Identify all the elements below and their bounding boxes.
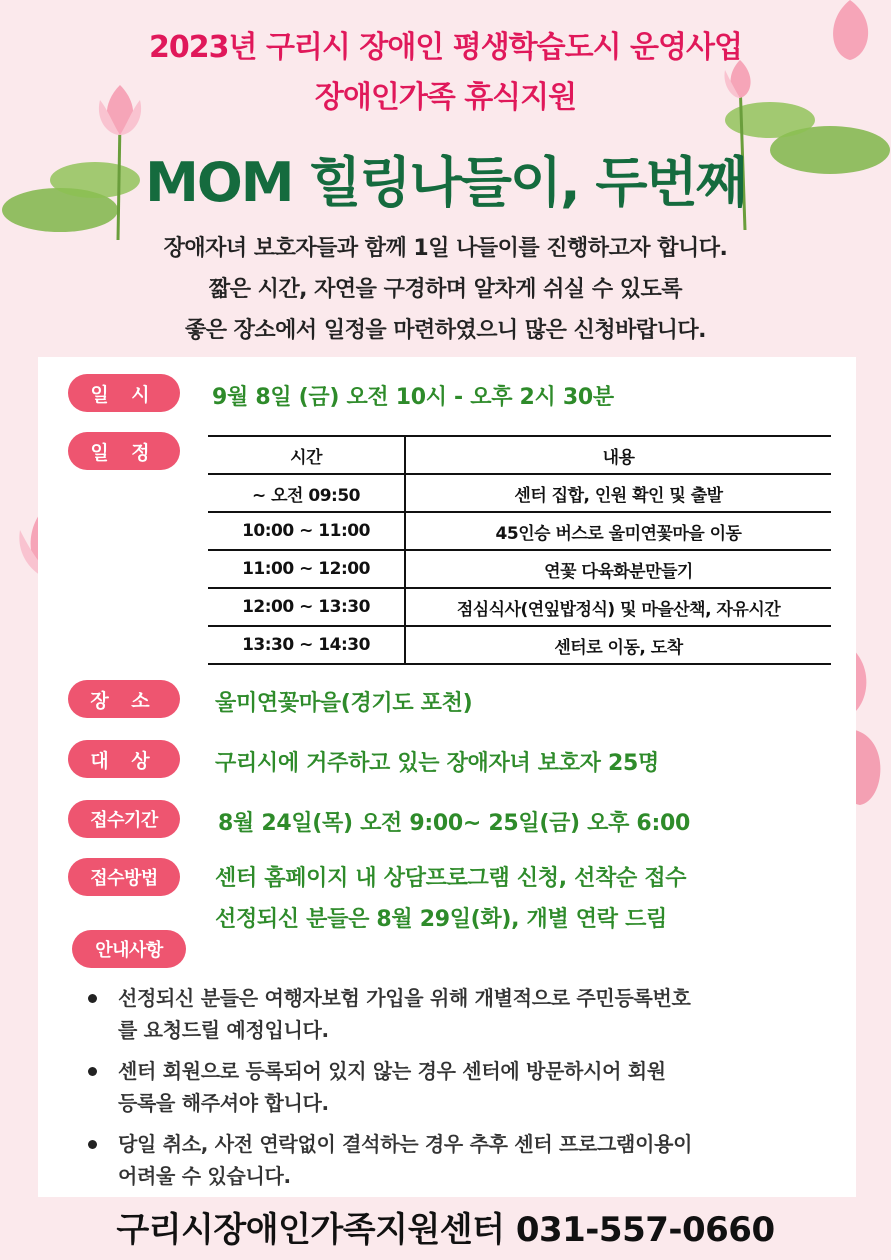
header-time: 시간 [208, 436, 405, 474]
footer-contact: 구리시장애인가족지원센터 031-557-0660 [116, 1210, 775, 1250]
table-row [208, 550, 831, 588]
method-value-line2: 선정되신 분들은 8월 29일(화), 개별 연락 드림 [215, 907, 667, 932]
table-row [208, 512, 831, 550]
date-label: 일 시 [68, 374, 180, 412]
target-value: 구리시에 거주하고 있는 장애자녀 보호자 25명 [215, 751, 659, 776]
method-value-line1: 센터 홈페이지 내 상담프로그램 신청, 선착순 접수 [215, 866, 687, 891]
schedule-table [208, 435, 831, 665]
place-label: 장 소 [68, 680, 180, 718]
table-row [208, 474, 831, 512]
date-value: 9월 8일 (금) 오전 10시 - 오후 2시 30분 [212, 385, 614, 410]
header-title-line1: 2023년 구리시 장애인 평생학습도시 운영사업 [149, 30, 742, 65]
list-item [88, 1128, 848, 1192]
table-row [208, 588, 831, 626]
place-value: 울미연꽃마을(경기도 포천) [215, 691, 473, 716]
intro-line: 짧은 시간, 자연을 구경하며 알차게 쉬실 수 있도록 [208, 277, 682, 302]
notice-label: 안내사항 [72, 930, 186, 968]
period-value: 8월 24일(목) 오전 9:00~ 25일(금) 오후 6:00 [218, 811, 690, 836]
header-content: 내용 [405, 436, 831, 474]
method-label: 접수방법 [68, 858, 180, 896]
bullet-icon [88, 1140, 97, 1149]
bullet-icon [88, 994, 97, 1003]
notice-line: 를 요청드릴 예정입니다. [118, 1018, 329, 1042]
intro-text [0, 228, 891, 351]
row-content: 점심식사(연잎밥정식) 및 마을산책, 자유시간 [405, 588, 831, 626]
target-label: 대 상 [68, 740, 180, 778]
notice-line: 등록을 해주셔야 합니다. [118, 1091, 329, 1115]
notice-list [88, 982, 848, 1201]
table-row [208, 626, 831, 664]
row-time: 12:00 ~ 13:30 [208, 588, 405, 626]
row-content: 센터로 이동, 도착 [405, 626, 831, 664]
row-content: 45인승 버스로 울미연꽃마을 이동 [405, 512, 831, 550]
list-item [88, 1055, 848, 1119]
row-time: ~ 오전 09:50 [208, 474, 405, 512]
row-content: 센터 집합, 인원 확인 및 출발 [405, 474, 831, 512]
bullet-icon [88, 1067, 97, 1076]
row-time: 13:30 ~ 14:30 [208, 626, 405, 664]
row-time: 10:00 ~ 11:00 [208, 512, 405, 550]
intro-line: 좋은 장소에서 일정을 마련하였으니 많은 신청바랍니다. [185, 318, 706, 343]
schedule-label: 일 정 [68, 432, 180, 470]
period-label: 접수기간 [68, 800, 180, 838]
table-header-row [208, 436, 831, 474]
notice-line: 선정되신 분들은 여행자보험 가입을 위해 개별적으로 주민등록번호 [118, 986, 691, 1010]
main-title: MOM 힐링나들이, 두번째 [145, 151, 746, 214]
intro-line: 장애자녀 보호자들과 함께 1일 나들이를 진행하고자 합니다. [163, 236, 728, 261]
header-title-line2: 장애인가족 휴식지원 [314, 80, 577, 115]
row-time: 11:00 ~ 12:00 [208, 550, 405, 588]
notice-line: 당일 취소, 사전 연락없이 결석하는 경우 추후 센터 프로그램이용이 [118, 1132, 693, 1156]
row-content: 연꽃 다육화분만들기 [405, 550, 831, 588]
notice-line: 센터 회원으로 등록되어 있지 않는 경우 센터에 방문하시어 회원 [118, 1059, 666, 1083]
notice-line: 어려울 수 있습니다. [118, 1164, 291, 1188]
list-item [88, 982, 848, 1046]
